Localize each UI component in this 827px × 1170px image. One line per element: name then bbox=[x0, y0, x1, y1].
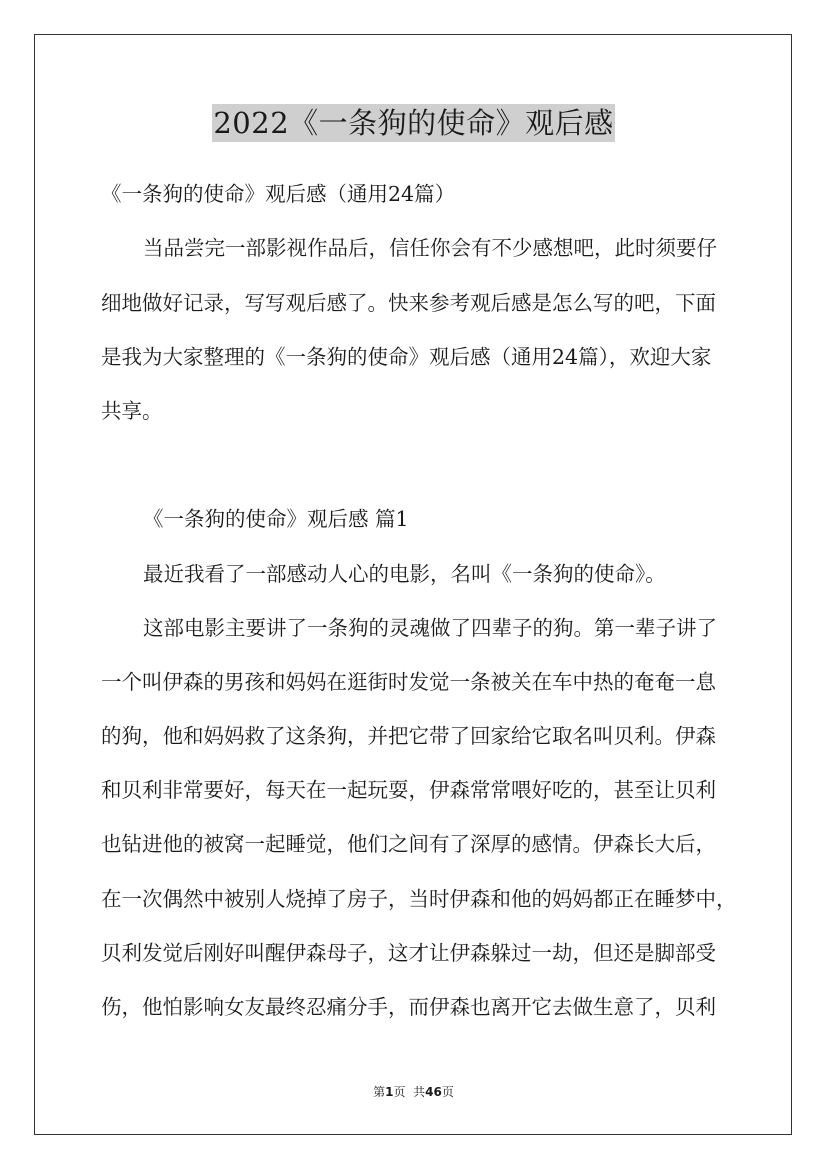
body-line: 的狗，他和妈妈救了这条狗，并把它带了回家给它取名叫贝利。伊森 bbox=[101, 724, 716, 748]
body-line: 最近我看了一部感动人心的电影，名叫《一条狗的使命》。 bbox=[143, 562, 666, 586]
body-line: 一个叫伊森的男孩和妈妈在逛街时发觉一条被关在车中热的奄奄一息 bbox=[101, 670, 716, 694]
body-line: 伤，他怕影响女友最终忍痛分手，而伊森也离开它去做生意了，贝利 bbox=[101, 995, 716, 1019]
body-line: 贝利发觉后刚好叫醒伊森母子，这才让伊森躲过一劫，但还是脚部受 bbox=[101, 941, 716, 965]
title-wrap bbox=[0, 104, 827, 142]
document-title: 2022《一条狗的使命》观后感 bbox=[213, 106, 614, 140]
document-subtitle: 《一条狗的使命》观后感（通用24篇） bbox=[101, 182, 456, 206]
intro-line: 是我为大家整理的《一条狗的使命》观后感（通用24篇），欢迎大家 bbox=[101, 345, 712, 369]
body-line: 和贝利非常要好，每天在一起玩耍，伊森常常喂好吃的，甚至让贝利 bbox=[101, 778, 716, 802]
section-heading: 《一条狗的使命》观后感 篇1 bbox=[143, 507, 409, 531]
page-suffix: 页 bbox=[393, 1085, 406, 1099]
body-line: 也钻进他的被窝一起睡觉，他们之间有了深厚的感情。伊森长大后， bbox=[101, 832, 716, 856]
total-prefix: 共 bbox=[413, 1085, 426, 1099]
body-line: 在一次偶然中被别人烧掉了房子，当时伊森和他的妈妈都正在睡梦中， bbox=[101, 887, 737, 911]
total-suffix: 页 bbox=[441, 1085, 454, 1099]
page-number: 1 bbox=[385, 1085, 394, 1099]
page-footer bbox=[0, 1083, 827, 1100]
body-line: 这部电影主要讲了一条狗的灵魂做了四辈子的狗。第一辈子讲了 bbox=[143, 616, 717, 640]
page-prefix: 第 bbox=[373, 1085, 386, 1099]
intro-line: 当品尝完一部影视作品后，信任你会有不少感想吧，此时须要仔 bbox=[143, 236, 717, 260]
total-pages: 46 bbox=[425, 1085, 442, 1099]
intro-line: 细地做好记录，写写观后感了。快来参考观后感是怎么写的吧，下面 bbox=[101, 291, 716, 315]
intro-line: 共享。 bbox=[101, 399, 163, 423]
